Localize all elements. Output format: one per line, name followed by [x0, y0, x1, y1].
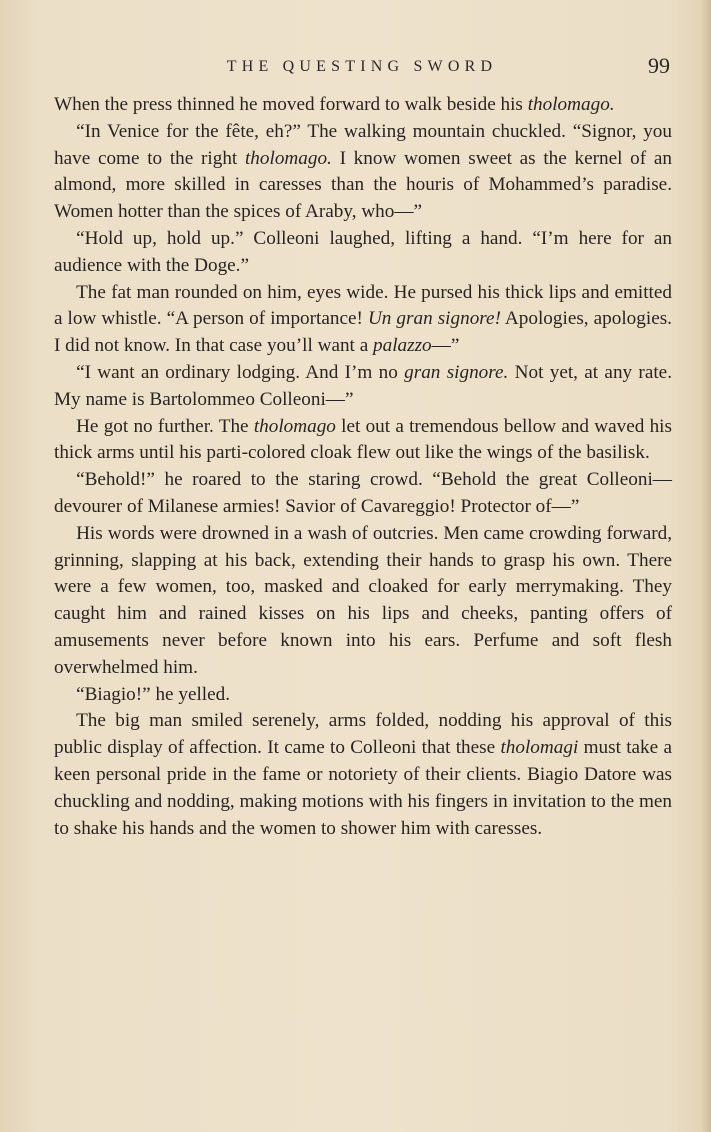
italic-text: palazzo: [373, 335, 432, 357]
text-run: The big man smiled serenely, arms folded, nodding his approval of this public display of affection. It came to Colleoni that these: [54, 710, 672, 759]
text-run: “Behold!” he roared to the staring crowd. “Behold the great Colleoni—devourer of Milanese armies! Savior of Cavareggio! Protector of—”: [54, 469, 672, 517]
text-run: “In Venice for the fête, eh?” The walking mountain chuckled. “Signor, you have come to the right: [54, 120, 672, 169]
paragraph: [54, 682, 672, 709]
text-run: “Biagio!” he yelled.: [76, 683, 231, 705]
text-run: let out a tremendous bellow and waved his thick arms until his parti-colored cloak flew out like the wings of the basilisk.: [54, 415, 672, 464]
page-number: 99: [648, 53, 670, 78]
text-run: The fat man rounded on him, eyes wide. He pursed his thick lips and emitted a low whistle. “A person of importance!: [54, 281, 672, 330]
body-text: [54, 92, 672, 842]
italic-text: tholomago.: [527, 94, 615, 115]
paragraph: [54, 360, 672, 414]
text-run: Not yet, at any rate. My name is Bartolommeo Colleoni—”: [54, 361, 672, 410]
running-head: [54, 53, 670, 82]
text-run: He got no further. The: [76, 415, 254, 437]
paragraph: [54, 119, 672, 226]
page-edge-shadow: [701, 0, 711, 1132]
text-run: must take a keen personal pride in the fame or notoriety of their clients. Biagio Datore was chuckling and nodding, making motions with his fingers in invitation to the men to shake his hands and the women to shower him with caresses.: [54, 737, 672, 839]
paragraph: [54, 92, 672, 119]
paragraph: [54, 521, 672, 682]
text-run: —”: [431, 335, 460, 357]
italic-text: tholomago.: [244, 147, 332, 169]
text-run: “Hold up, hold up.” Colleoni laughed, lifting a hand. “I’m here for an audience with the Doge.”: [54, 227, 672, 276]
italic-text: tholomago: [253, 415, 336, 437]
italic-text: Un gran signore!: [367, 308, 501, 330]
paragraph: [54, 280, 672, 360]
text-run: When the press thinned he moved forward to walk beside his: [54, 94, 528, 115]
text-run: His words were drowned in a wash of outcries. Men came crowding forward, grinning, slapping at his back, extending their hands to grasp his own. There were a few women, too, masked and cloaked for early merrymaking. They caught him and rained kisses on his lips and cheeks, panting offers of amusements never before known into his ears. Perfume and soft flesh overwhelmed him.: [54, 522, 672, 678]
text-run: Apologies, apologies. I did not know. In that case you’ll want a: [54, 308, 672, 357]
italic-text: tholomagi: [500, 737, 579, 759]
paragraph: [54, 467, 672, 521]
running-head-title: THE QUESTING SWORD: [226, 58, 498, 75]
paragraph: [54, 414, 672, 468]
text-run: I know women sweet as the kernel of an almond, more skilled in caresses than the houris of Mohammed’s paradise. Women hotter than the spices of Araby, who—”: [54, 147, 672, 223]
italic-text: gran signore.: [404, 361, 509, 383]
paragraph: [54, 708, 672, 842]
text-run: “I want an ordinary lodging. And I’m no: [76, 361, 405, 383]
paragraph: [54, 226, 672, 280]
